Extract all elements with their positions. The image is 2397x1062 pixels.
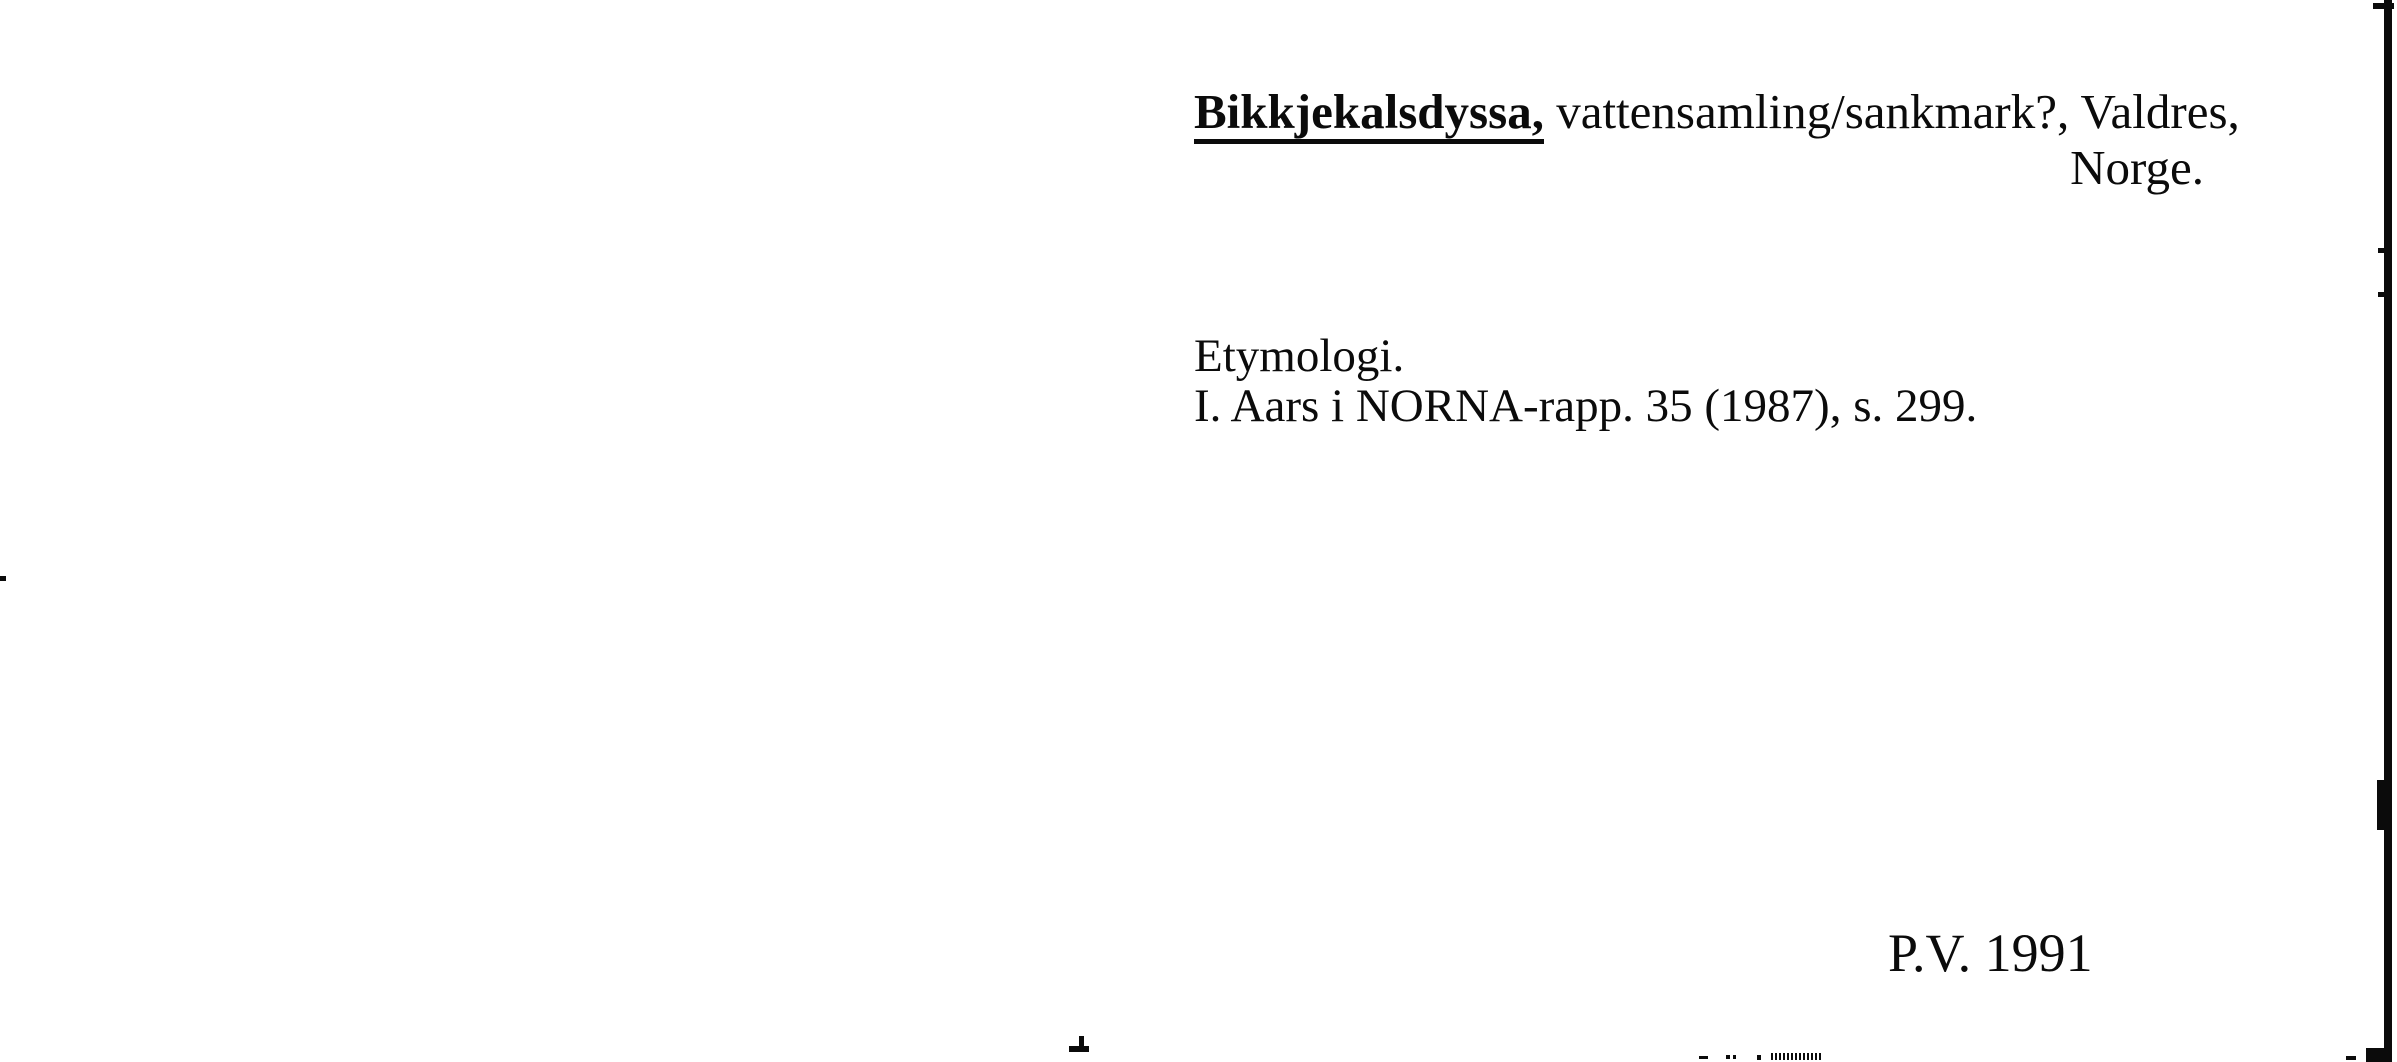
etymology-block: [1194, 331, 1977, 431]
card-edge-bump: [2378, 248, 2385, 253]
perforation-mark: [1699, 1056, 1708, 1059]
perforation-mark: [1726, 1055, 1730, 1059]
title-region-line: Norge.: [2070, 140, 2204, 195]
title-description: vattensamling/sankmark?, Valdres,: [1543, 84, 2240, 139]
registration-mark: [1069, 1046, 1089, 1052]
etymology-reference: I. Aars i NORNA-rapp. 35 (1987), s. 299.: [1194, 380, 1978, 432]
card-edge-line: [2384, 0, 2392, 1062]
card-corner-bottom-dash: [2346, 1056, 2356, 1060]
card-corner-top: [2373, 3, 2394, 9]
signature: P.V. 1991: [1888, 923, 2093, 983]
perforation-mark: [1757, 1055, 1761, 1060]
card-edge-bump: [2378, 292, 2385, 297]
perforation-ticks: [1771, 1053, 1821, 1060]
perforation-mark: [1733, 1055, 1736, 1059]
card-corner-top-tick: [2388, 0, 2392, 3]
card-corner-bottom: [2366, 1048, 2392, 1062]
title-line: [1194, 84, 2240, 140]
card-edge-bump: [2377, 780, 2384, 830]
headword: Bikkjekalsdyssa,: [1194, 84, 1544, 144]
etymology-heading: Etymologi.: [1194, 330, 1405, 382]
title-block: [1194, 84, 2240, 196]
left-edge-mark: [0, 576, 6, 581]
